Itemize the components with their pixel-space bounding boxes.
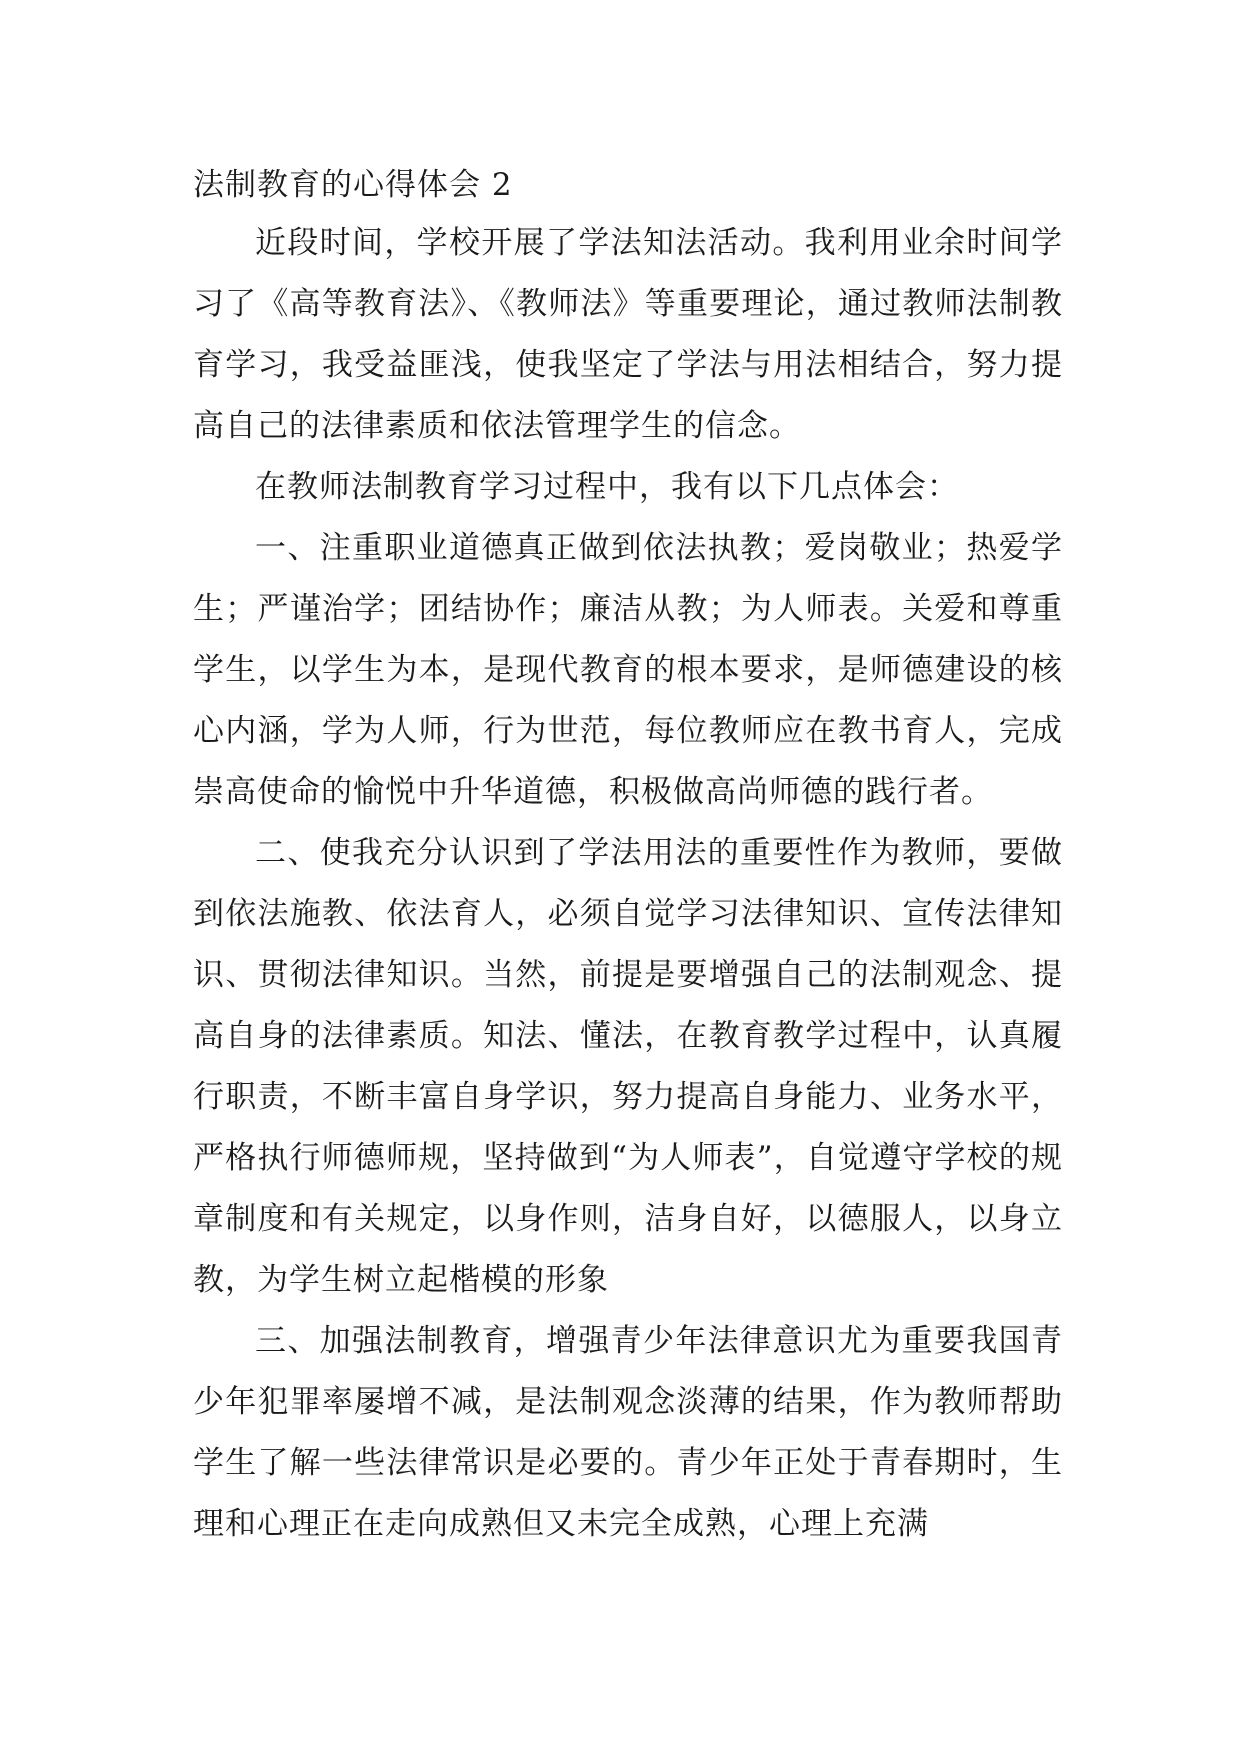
- paragraph-point-three: 三、加强法制教育，增强青少年法律意识尤为重要我国青少年犯罪率屡增不减，是法制观念淡薄的结果，作为教师帮助学生了解一些法律常识是必要的。青少年正处于青春期时，生理和心理正在走向成熟但又未完全成熟，心理上充满: [193, 1323, 1063, 1542]
- document-title: 法制教育的心得体会 2: [193, 167, 513, 203]
- paragraph-intro: 近段时间，学校开展了学法知法活动。我利用业余时间学习了《高等教育法》、《教师法》等重要理论，通过教师法制教育学习，我受益匪浅，使我坚定了学法与用法相结合，努力提高自己的法律素质和依法管理学生的信念。: [193, 225, 1063, 444]
- paragraph-lead-in: 在教师法制教育学习过程中，我有以下几点体会：: [255, 469, 959, 505]
- document-page: [193, 158, 1063, 1555]
- paragraph-point-two: 二、使我充分认识到了学法用法的重要性作为教师，要做到依法施教、依法育人，必须自觉学习法律知识、宣传法律知识、贯彻法律知识。当然，前提是要增强自己的法制观念、提高自身的法律素质。知法、懂法，在教育教学过程中，认真履行职责，不断丰富自身学识，努力提高自身能力、业务水平，严格执行师德师规，坚持做到“为人师表”，自觉遵守学校的规章制度和有关规定，以身作则，洁身自好，以德服人，以身立教，为学生树立起楷模的形象: [193, 835, 1063, 1298]
- paragraph-point-one: 一、注重职业道德真正做到依法执教；爱岗敬业；热爱学生；严谨治学；团结协作；廉洁从教；为人师表。关爱和尊重学生，以学生为本，是现代教育的根本要求，是师德建设的核心内涵，学为人师，行为世范，每位教师应在教书育人，完成崇高使命的愉悦中升华道德，积极做高尚师德的践行者。: [193, 530, 1063, 810]
